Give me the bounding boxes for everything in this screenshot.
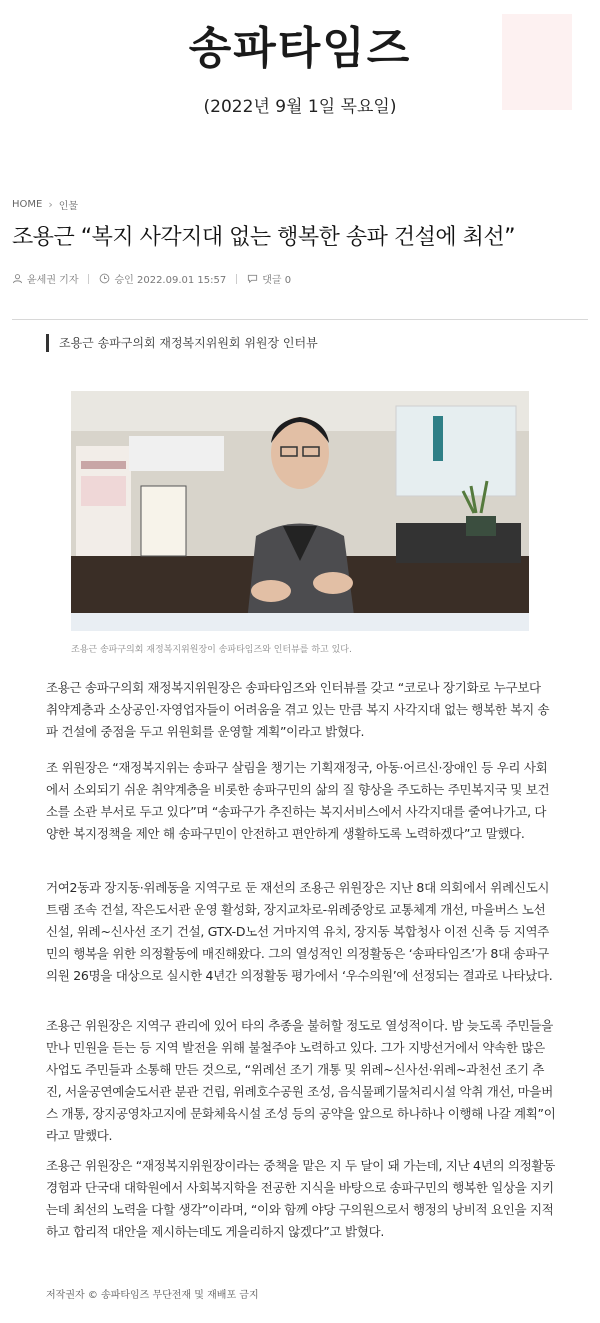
article-meta [12, 271, 291, 286]
breadcrumb-section[interactable]: 인물 [58, 201, 79, 212]
copyright-notice: 저작권자 © 송파타임즈 무단전재 및 재배포 금지 [46, 1290, 259, 1301]
publication-date: (2022년 9월 1일 목요일) [203, 97, 397, 117]
decorative-block [502, 14, 572, 110]
comments-count[interactable]: 댓글 0 [262, 275, 292, 286]
interview-photo-illustration [71, 391, 529, 631]
person-icon [12, 273, 23, 284]
author-info [12, 271, 78, 286]
article-paragraph: 조 위원장은 “재정복지위는 송파구 살림을 챙기는 기획재정국, 아동·어르신·장애인 등 우리 사회에서 소외되기 쉬운 취약계층을 비롯한 송파구민의 삶의 질 향상을 주도하는 주민복지국 및 보건소를 소관 부서로 두고 있다”며 “송파구가 추진하는 복지서비스에서 사각지대를 줄여나가고, 다양한 복지정책을 제안 해 송파구민이 안전하고 편안하게 생활하도록 노력하겠다”고 말했다. [46, 760, 550, 841]
comments-info[interactable] [247, 271, 291, 286]
newspaper-logo: 송파타임즈 [188, 23, 412, 74]
breadcrumb [12, 197, 78, 212]
speech-bubble-icon [247, 273, 258, 284]
author-name[interactable]: 윤세권 기자 [27, 275, 79, 286]
article-paragraph: 조용근 위원장은 지역구 관리에 있어 타의 추종을 불허할 정도로 열성적이다. 밤 늦도록 주민들을 만나 민원을 듣는 등 지역 발전을 위해 불철주야 노력하고 있다. 그가 지방선거에서 약속한 많은 사업도 주민들과 소통해 만든 것으로, “위례선 조기 개통 및 위례~신사선·위례~과천선 조기 추진, 서울공연예술도서관 분관 건립, 위례호수공원 조성, 음식물폐기물처리시설 악취 개선, 마을버스 개통, 장지공영차고지에 문화체육시설 조성 등의 공약을 앞으로 하나하나 이행해 나갈 계획”이라고 말했다. [46, 1018, 556, 1143]
header-divider [12, 319, 588, 320]
article-paragraph: 조용근 위원장은 “재정복지위원장이라는 중책을 맡은 지 두 달이 돼 가는데, 지난 4년의 의정활동 경험과 단국대 대학원에서 사회복지학을 전공한 지식을 바탕으로 송파구민의 행복한 일상을 지키는데 최선의 노력을 다할 생각”이라며, “이와 함께 야당 구의원으로서 행정의 낭비적 요인을 지적하고 합리적 대안을 제시하는데도 게을리하지 않겠다”고 밝혔다. [46, 1158, 556, 1239]
approved-datetime: 승인 2022.09.01 15:57 [114, 275, 227, 286]
breadcrumb-home[interactable]: HOME [12, 199, 43, 210]
article-paragraph: 조용근 송파구의회 재정복지위원장은 송파타임즈와 인터뷰를 갖고 “코로나 장기화로 누구보다 취약계층과 소상공인·자영업자들이 어려움을 겪고 있는 만큼 복지 사각지대 없는 행복한 복지 송파 건설에 중점을 두고 위원회를 운영할 계획”이라고 밝혔다. [46, 680, 550, 739]
article-headline: 조용근 “복지 사각지대 없는 행복한 송파 건설에 최선” [12, 225, 516, 250]
article-paragraph: 거여2동과 장지동·위례동을 지역구로 둔 재선의 조용근 위원장은 지난 8대 의회에서 위례신도시 트램 조속 건설, 작은도서관 운영 활성화, 장지교차로-위례중앙로 교통체계 개선, 마을버스 노선 신설, 위례~신사선 조기 건설, GTX-D노선 거마지역 유치, 장지동 복합청사 이전 신축 등 지역주민의 행복을 위한 의정활동에 매진해왔다. 그의 열성적인 의정활동은 ‘송파타임즈’가 8대 송파구의원 26명을 대상으로 실시한 4년간 의정활동 평가에서 ‘우수의원’에 선정되는 결과로 나타났다. [46, 880, 553, 983]
meta-divider [236, 274, 237, 284]
clock-icon [99, 273, 110, 284]
article-photo [71, 391, 529, 631]
chevron-right-icon: › [48, 198, 53, 211]
photo-caption: 조용근 송파구의회 재정복지위원장이 송파타임즈와 인터뷰를 하고 있다. [71, 645, 352, 655]
meta-divider [88, 274, 89, 284]
approved-info [99, 271, 226, 286]
article-subtitle: 조용근 송파구의회 재정복지위원회 위원장 인터뷰 [46, 334, 318, 352]
masthead [0, 0, 600, 130]
